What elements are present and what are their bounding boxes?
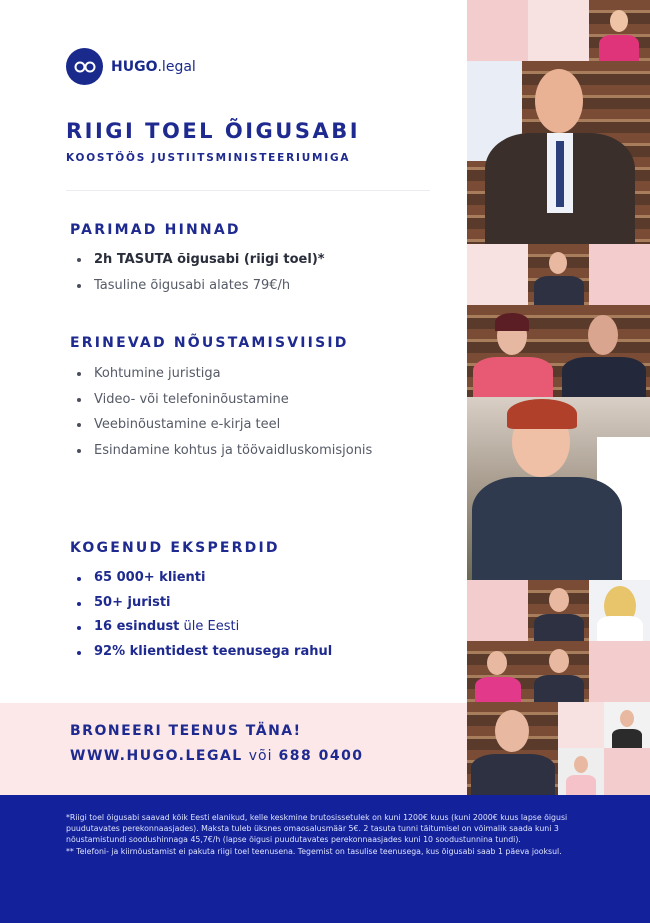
mosaic-tile bbox=[558, 702, 604, 748]
expert-photo-large bbox=[467, 397, 650, 580]
page-title: RIIGI TOEL ÕIGUSABI bbox=[66, 119, 361, 143]
divider bbox=[66, 190, 430, 191]
list-item: 65 000+ klienti bbox=[76, 566, 332, 591]
list-item: 16 esindust üle Eesti bbox=[76, 615, 332, 640]
methods-heading: ERINEVAD NÕUSTAMISVIISID bbox=[70, 335, 349, 351]
booking-banner bbox=[0, 703, 467, 795]
expert-photo bbox=[467, 305, 558, 397]
website-link[interactable]: WWW.HUGO.LEGAL bbox=[70, 748, 243, 764]
experts-list bbox=[76, 566, 332, 664]
prices-heading: PARIMAD HINNAD bbox=[70, 222, 241, 238]
footnotes bbox=[66, 812, 586, 857]
expert-photo bbox=[528, 580, 589, 641]
booking-title: BRONEERI TEENUS TÄNA! bbox=[70, 723, 302, 739]
or-label: või bbox=[248, 748, 273, 764]
mosaic-tile bbox=[589, 641, 650, 702]
page-subtitle: KOOSTÖÖS JUSTIITSMINISTEERIUMIGA bbox=[66, 152, 351, 164]
list-item: Kohtumine juristiga bbox=[76, 361, 372, 387]
expert-photo bbox=[528, 641, 589, 702]
expert-photo bbox=[558, 748, 604, 795]
mosaic-tile bbox=[604, 748, 650, 795]
list-item: Veebinõustamine e-kirja teel bbox=[76, 412, 372, 438]
booking-contacts bbox=[70, 748, 364, 764]
footnote-1: *Riigi toel õigusabi saavad kõik Eesti elanikud, kelle keskmine brutosissetulek on kuni 1200€ kuus (kuni 2000€ kuus lapse õigusi puudutavates perekonnaasjades). Maksta tuleb üksnes omaosalusmäär 5€. 2 tasuta tunni täitumisel on võimalik saada kuni 3 nõustamistundi soodushinnaga 45,7€/h (lapse õigusi puudutavates perekonnaasjades kuni 10 soodustunnina tundi). bbox=[66, 813, 568, 845]
expert-photo bbox=[589, 580, 650, 641]
logo-wordmark: HUGO.legal bbox=[111, 58, 196, 75]
mosaic-tile bbox=[467, 244, 528, 305]
expert-photo bbox=[467, 641, 528, 702]
list-item: 2h TASUTA õigusabi (riigi toel)* bbox=[76, 247, 325, 273]
prices-list bbox=[76, 247, 325, 298]
mosaic-tile bbox=[467, 580, 528, 641]
expert-photo bbox=[589, 0, 650, 61]
list-item: 92% klientidest teenusega rahul bbox=[76, 640, 332, 665]
expert-photo bbox=[604, 702, 650, 748]
hugo-legal-logo bbox=[66, 48, 196, 85]
list-item: Video- või telefoninõustamine bbox=[76, 387, 372, 413]
expert-photo bbox=[467, 702, 558, 795]
mosaic-tile bbox=[467, 0, 528, 61]
expert-photo bbox=[528, 244, 589, 305]
phone-number[interactable]: 688 0400 bbox=[278, 748, 364, 764]
experts-heading: KOGENUD EKSPERDID bbox=[70, 540, 280, 556]
footnote-2: ** Telefoni- ja kiirnõustamist ei pakuta riigi toel teenusena. Tegemist on tasulise teenusega, kus õigusabi saab 1 päeva jooksul. bbox=[66, 846, 562, 856]
list-item: Esindamine kohtus ja töövaidluskomisjonis bbox=[76, 438, 372, 464]
list-item: 50+ juristi bbox=[76, 591, 332, 616]
expert-photo bbox=[558, 305, 650, 397]
list-item: Tasuline õigusabi alates 79€/h bbox=[76, 273, 325, 299]
hugo-logo-icon bbox=[66, 48, 103, 85]
mosaic-tile bbox=[528, 0, 589, 61]
expert-photo-large bbox=[467, 61, 650, 244]
methods-list bbox=[76, 361, 372, 463]
expert-photo-mosaic bbox=[467, 0, 650, 795]
footer-disclaimer bbox=[0, 795, 650, 923]
mosaic-tile bbox=[589, 244, 650, 305]
